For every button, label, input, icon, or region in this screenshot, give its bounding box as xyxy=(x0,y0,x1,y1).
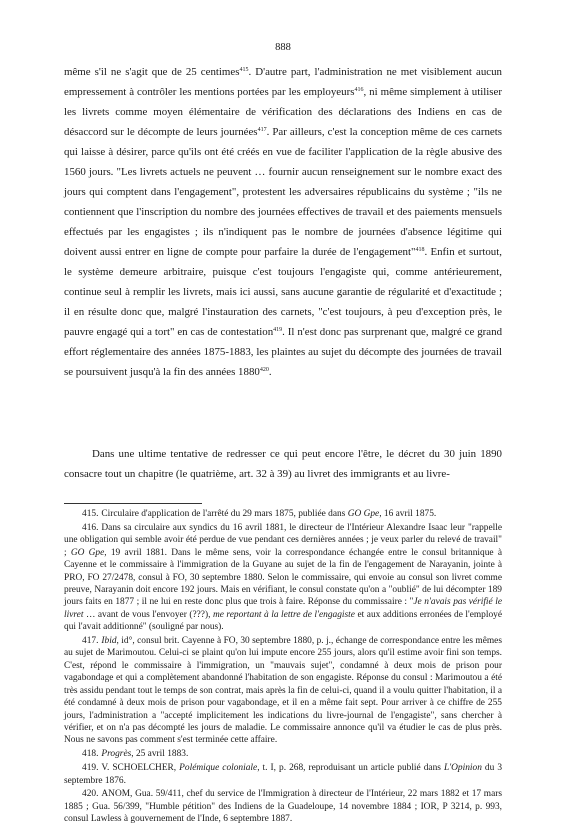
italic-text: Progrès xyxy=(101,749,132,760)
page-number: 888 xyxy=(275,42,291,53)
text-run: , id°, consul brit. Cayenne à FO, 30 septembre 1880, p. j., échange de correspondance entre les mêmes au sujet de Marimoutou. Celui-ci se plaint qu'on lui impute encore 255 jours, alors qu'il estime avoir fini son temps. C'est, répond le commissaire à l'immigration, un "mauvais sujet", condamné à deux mois de prison pour vagabondage et qui a complètement abandonné l'habitation de son engagiste. Réponse du consul : Marimoutou a été très assidu pendant tout le temps de son contrat, mais après la fin de celui-ci, quand il a voulu quitter l'habitation, il a été condamné à deux mois de prison pour vagabondage, et il en a même fait sept. Pour arriver à ce chiffre de 255 jours, l'administration a "accepté implicitement les indications du livre-journal de l'engagiste", sans chercher à vérifier, et on n'a pas décompté les jours de maladie. Le commissaire annonce qu'il va étudier le cas de plus près. Nous ne savons pas comment s'est terminée cette affaire. xyxy=(64,636,502,746)
text-run: , 16 avril 1875. xyxy=(379,509,437,519)
footnote-ref: 417 xyxy=(257,127,267,133)
footnote-number: 419. xyxy=(82,763,99,774)
text-run: du 3 septembre 1876. xyxy=(64,763,503,786)
footnote xyxy=(64,522,502,634)
footnote-separator xyxy=(64,503,202,504)
text-run: ANOM, Gua. 59/411, chef du service de l'Immigration à directeur de l'Intérieur, 22 mars 1882 et 17 mars 1885 ; Gua. 56/399, "Humble pétition" des Indiens de la Guadeloupe, 14 novembre 1884 ; IOR, P 3214, p. 993, consul Lawless à gouvernement de l'Inde, 6 septembre 1887. xyxy=(64,789,502,825)
text-run: même s'il ne s'agit que de 25 centimes xyxy=(64,66,240,78)
italic-text: Ibid xyxy=(101,636,117,647)
text-run: … avant de vous l'envoyer (???), xyxy=(83,609,213,620)
italic-text: L'Opinion xyxy=(443,763,482,774)
second-paragraph-text: Dans une ultime tentative de redresser ce qui peut encore l'être, le décret du 30 juin 1890 consacre tout un chapitre (le quatrième, art. 32 à 39) au livret des immigrants et au livre- xyxy=(64,448,502,480)
text-run: et aux additions erronées de l'employé qui l'avait additionné" (souligné par nous). xyxy=(64,609,502,633)
text-run: . xyxy=(268,366,272,378)
footnote-ref: 415 xyxy=(239,67,249,73)
text-run: . D'autre part, l'administration ne met visiblement aucun empressement à contrôler les mentions portées par les employeurs xyxy=(64,66,502,98)
italic-text: me reportant à la lettre de l'engagiste xyxy=(212,609,355,620)
second-paragraph xyxy=(64,444,502,484)
text-run: , t. I, p. 268, reproduisant un article publié dans xyxy=(257,763,444,774)
footnote xyxy=(64,508,502,520)
text-run: , 19 avril 1881. Dans le même sens, voir la correspondance échangée entre le consul britannique à Cayenne et le commissaire à l'immigration de la Guyane au sujet de la fin de l'engagement de Narayanin, jointe à PRO, FO 27/2478, consul à FO, 30 septembre 1880. Selon le commissaire, qui envoie au consul son livret comme preuve, Narayanin doit encore 192 jours. Mais en vérifiant, le consul constate qu'on a "oublié" de lui décompter 189 jours faits en 1877 ; il ne lui en reste donc plus que trois à faire. Réponse du commissaire : " xyxy=(64,547,502,608)
text-run: , 25 avril 1883. xyxy=(131,749,189,760)
footnote-ref: 419 xyxy=(273,327,283,333)
footnote xyxy=(64,635,502,747)
main-paragraph-text xyxy=(64,62,502,382)
italic-text: GO Gpe xyxy=(347,509,380,519)
footnote-ref: 418 xyxy=(415,247,425,253)
footnote xyxy=(64,788,502,825)
footnote-number: 416. xyxy=(82,522,99,533)
text-run: , ni même simplement à utiliser les livrets comme moyen élémentaire de vérification des déclarations des Indiens en cas de désaccord sur le décompte de leurs journées xyxy=(64,86,502,138)
text-run: . Par ailleurs, c'est la conception même de ces carnets qui laisse à désirer, parce qu'ils ont été créés en vue de faciliter l'application de la règle abusive des 1560 jours. "Les livrets actuels ne peuvent … fournir aucun renseignement sur le nombre exact des jours qui comptent dans l'engagement", protestent les adversaires républicains du système ; "ils ne contiennent que l'inscription du nombre des journées effectives de travail et des paiements mensuels effectués par les engagistes ; ils n'indiquent pas le nombre de journées d'absence légitime qui doivent aussi entrer en ligne de compte pour parfaire la durée de l'engagement" xyxy=(64,126,502,258)
footnote-number: 415. xyxy=(82,509,99,519)
text-run: V. SCHOELCHER, xyxy=(101,763,180,774)
footnote xyxy=(64,762,502,787)
footnote xyxy=(64,748,502,760)
italic-text: Polémique coloniale xyxy=(179,763,258,774)
text-run: Circulaire d'application de l'arrêté du 29 mars 1875, publiée dans xyxy=(101,509,348,519)
italic-text: Je n'avais pas vérifié le livret xyxy=(64,597,502,620)
footnote-number: 418. xyxy=(82,749,99,760)
main-paragraph xyxy=(64,62,502,382)
text-run: Dans sa circulaire aux syndics du 16 avril 1881, le directeur de l'Intérieur Alexandre Isaac leur "rappelle une obligation qui semble avoir été perdue de vue pendant ces dernières années ; je veux parler du relevé de travail" ; xyxy=(64,522,502,558)
footnote-ref: 420 xyxy=(259,367,269,373)
footnote-ref: 416 xyxy=(354,87,364,93)
text-run: . Il n'est donc pas surprenant que, malgré ce grand effort réglementaire des années 1875-1883, les plaintes au sujet du décompte des journées de travail se poursuivent jusqu'à la fin des années 1880 xyxy=(64,326,503,378)
footnotes xyxy=(64,508,502,827)
footnote-number: 420. xyxy=(82,789,99,800)
text-run: . Enfin et surtout, le système demeure arbitraire, puisque c'est toujours l'engagiste qui, comme antérieurement, continue seul à remplir les livrets, mais ici aussi, sans aucune garantie de régularité et d'exactitude ; il en résulte donc que, malgré l'instauration des carnets, "c'est toujours, à peu d'exception près, le pauvre engagé qui a tort" en cas de contestation xyxy=(64,246,503,338)
footnote-number: 417. xyxy=(82,636,99,647)
italic-text: GO Gpe xyxy=(70,547,105,558)
